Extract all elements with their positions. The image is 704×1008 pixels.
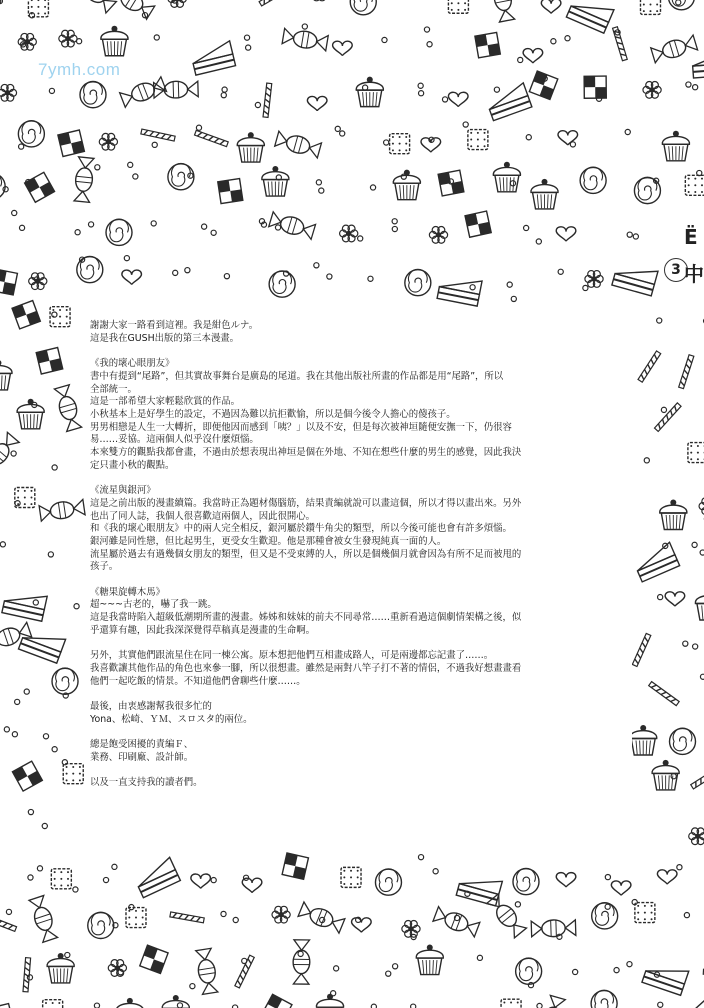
paragraph-gap — [90, 638, 622, 651]
paragraph-gap — [90, 688, 622, 701]
afterword-line: 《糖果旋轉木馬》 — [90, 586, 166, 598]
afterword-line: 《流星與銀河》 — [90, 485, 156, 497]
afterword-line: 謝謝大家一路看到這裡。我是紺色ルナ。 — [90, 320, 259, 331]
paragraph-gap — [90, 472, 622, 485]
afterword-line: 和《我的壞心眼朋友》中的兩人完全相反，銀河屬於鑽牛角尖的類型，所以今後可能也會有許多煩惱。 — [90, 523, 512, 535]
afterword-line: 也出了同人誌，我個人很喜歡這兩個人，因此很開心。 — [90, 510, 316, 522]
side-page-badge: 3 — [664, 258, 688, 282]
afterword-line: 這是一部希望大家輕鬆欣賞的作品。 — [90, 396, 241, 408]
afterword-line: 流星屬於過去有過幾個女朋友的類型，但又是不受束縛的人，所以是個幾個月就會因為有所不足而被甩的 — [90, 548, 522, 560]
afterword-line: 以及一直支持我的讀者們。 — [90, 777, 203, 789]
afterword-line: 超~~~古老的，嚇了我一跳。 — [90, 599, 217, 611]
afterword-line: 這是我在GUSH出版的第三本漫畫。 — [90, 332, 240, 344]
afterword-line: 這是之前出版的漫畫續篇。我當時正為題材傷腦筋，結果責編就說可以畫這個，所以才得以畫出來。另外 — [90, 497, 522, 509]
afterword-line: 孩子。 — [90, 561, 119, 573]
afterword-line: 定只畫小秋的觀點。 — [90, 459, 175, 471]
afterword-line: 他們一起吃飯的情景。不知道他們會聊些什麼……。 — [90, 675, 306, 687]
afterword-line: 我喜歡讓其他作品的角色也來參一腳，所以很想畫。雖然是兩對八竿子打不著的情侶，不過我好想畫畫看 — [90, 662, 522, 674]
paragraph-gap — [90, 726, 622, 739]
afterword-line: 這是我當時陷入超級低潮期所畫的漫畫。姊姊和妹妹的前夫不同尋常……重新看過這個劇情架構之後，似 — [90, 612, 522, 624]
afterword-line: 本來雙方的觀點我都會畫，不過由於想表現出神垣是個在外地、不知在想些什麼的男生的感覺，因此我決 — [90, 447, 522, 459]
side-badge-glyph: 中 — [684, 262, 704, 286]
afterword-line: 全部統一。 — [90, 383, 137, 395]
paragraph-gap — [90, 574, 622, 587]
afterword-line: 書中有提到“尾路”，但其實故事舞台是廣島的尾道。我在其他出版社所畫的作品都是用“尾路”，所以 — [90, 370, 504, 382]
afterword-text — [90, 320, 622, 790]
afterword-line: 乎還算有趣，因此我深深覺得草稿真是漫畫的生命啊。 — [90, 624, 316, 636]
site-watermark: 7ymh.com — [38, 60, 121, 79]
side-badge-glyph-top: Ё — [684, 225, 698, 249]
afterword-line: 易……妥協。這兩個人似乎沒什麼煩惱。 — [90, 434, 259, 446]
afterword-line: 業務、印刷廠、設計師。 — [90, 751, 194, 763]
afterword-line: 男男相戀是人生一大轉折，即便他因而感到「咦？」以及不安，但是每次被神垣隨便安撫一下，仍很容 — [90, 421, 512, 433]
afterword-line: 另外，其實他們跟流星住在同一棟公寓。原本想把他們互相畫成路人，可是兩邊都忘記畫了……。 — [90, 650, 494, 662]
afterword-line: 最後，由衷感謝幫我很多忙的 — [90, 701, 212, 713]
afterword-line: 《我的壞心眼朋友》 — [90, 358, 175, 370]
afterword-line: 銀河雖是同性戀，但比起男生，更受女生歡迎。他是那種會被女生發現純真一面的人。 — [90, 535, 447, 547]
afterword-line: 總是飽受困擾的責編Ｆ、 — [90, 739, 194, 751]
afterword-line: Yona、松崎、ＹＭ、スロスタ的兩位。 — [90, 713, 253, 725]
paragraph-gap — [90, 345, 622, 358]
afterword-line: 小秋基本上是好學生的設定，不過因為難以抗拒歡愉，所以是個今後令人擔心的傻孩子。 — [90, 408, 456, 420]
paragraph-gap — [90, 765, 622, 778]
